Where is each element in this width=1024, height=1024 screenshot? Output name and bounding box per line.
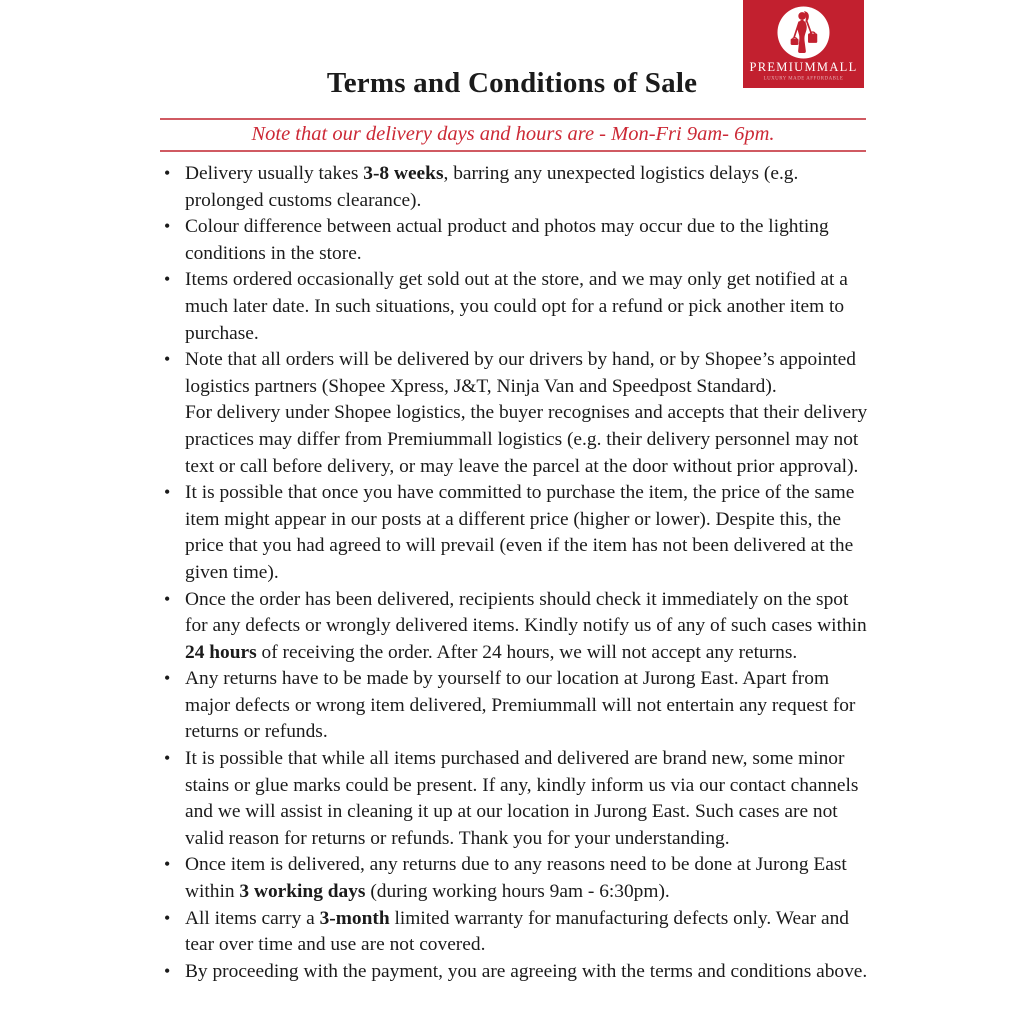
term-item: • All items carry a 3-month limited warranty for manufacturing defects only. Wear and tear over time and use are not covered. bbox=[160, 906, 872, 959]
terms-list bbox=[160, 161, 872, 985]
term-item: • Colour difference between actual product and photos may occur due to the lighting conditions in the store. bbox=[160, 214, 872, 267]
delivery-notice-banner bbox=[160, 118, 866, 152]
term-item: • Items ordered occasionally get sold out at the store, and we may only get notified at a much later date. In such situations, you could opt for a refund or pick another item to purchase. bbox=[160, 267, 872, 347]
brand-name: PREMIUMMALL bbox=[749, 60, 858, 74]
brand-tagline: LUXURY MADE AFFORDABLE bbox=[763, 76, 844, 81]
term-item: • Delivery usually takes 3-8 weeks, barring any unexpected logistics delays (e.g. prolonged customs clearance). bbox=[160, 161, 872, 214]
term-item: • Once item is delivered, any returns due to any reasons need to be done at Jurong East within 3 working days (during working hours 9am - 6:30pm). bbox=[160, 852, 872, 905]
page-title: Terms and Conditions of Sale bbox=[326, 67, 698, 99]
term-item: • Once the order has been delivered, recipients should check it immediately on the spot for any defects or wrongly delivered items. Kindly notify us of any of such cases within 24 hours of receiving the order. After 24 hours, we will not accept any returns. bbox=[160, 587, 872, 667]
term-item: • It is possible that once you have committed to purchase the item, the price of the same item might appear in our posts at a different price (higher or lower). Despite this, the price that you had agreed to will prevail (even if the item has not been delivered at the given time). bbox=[160, 480, 872, 586]
term-item: • It is possible that while all items purchased and delivered are brand new, some minor stains or glue marks could be present. If any, kindly inform us via our contact channels and we will assist in cleaning it up at our location in Jurong East. Such cases are not valid reason for returns or refunds. Thank you for your understanding. bbox=[160, 746, 872, 852]
delivery-notice-text: Note that our delivery days and hours are - Mon-Fri 9am- 6pm. bbox=[251, 123, 775, 145]
woman-with-bags-icon bbox=[777, 6, 830, 59]
term-item: • Any returns have to be made by yourself to our location at Jurong East. Apart from major defects or wrong item delivered, Premiummall will not entertain any request for returns or refunds. bbox=[160, 666, 872, 746]
term-item: • By proceeding with the payment, you are agreeing with the terms and conditions above. bbox=[160, 959, 872, 986]
term-item: • Note that all orders will be delivered by our drivers by hand, or by Shopee’s appointed logistics partners (Shopee Xpress, J&T, Ninja Van and Speedpost Standard). For delivery under Shopee logistics, the buyer recognises and accepts that their delivery practices may differ from Premiummall logistics (e.g. their delivery personnel may not text or call before delivery, or may leave the parcel at the door without prior approval). bbox=[160, 347, 872, 480]
